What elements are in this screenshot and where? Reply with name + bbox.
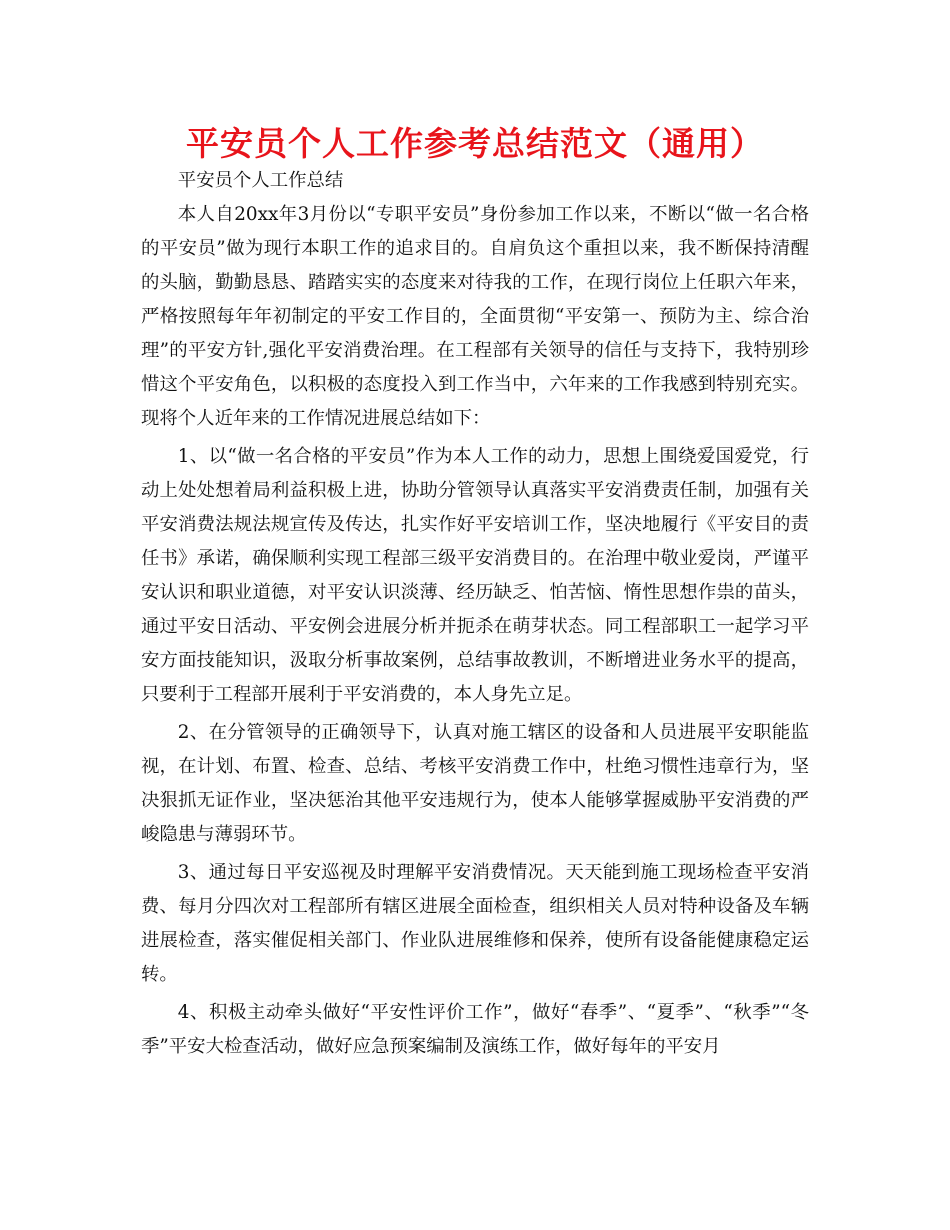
document-title: 平安员个人工作参考总结范文（通用） bbox=[186, 124, 764, 163]
document-body bbox=[141, 164, 809, 1068]
paragraph-intro: 本人自20xx年3月份以“专职平安员”身份参加工作以来，不断以“做一名合格的平安员”做为现行本职工作的追求目的。自肩负这个重担以来，我不断保持清醒的头脑，勤勤恳恳、踏踏实实的态度来对待我的工作，在现行岗位上任职六年来，严格按照每年年初制定的平安工作目的，全面贯彻“平安第一、预防为主、综合治理”的平安方针,强化平安消费治理。在工程部有关领导的信任与支持下，我特别珍惜这个平安角色，以积极的态度投入到工作当中，六年来的工作我感到特别充实。现将个人近年来的工作情况进展总结如下： bbox=[141, 204, 809, 429]
paragraph-item-3: 3、通过每日平安巡视及时理解平安消费情况。天天能到施工现场检查平安消费、每月分四次对工程部所有辖区进展全面检查，组织相关人员对特种设备及车辆进展检查，落实催促相关部门、作业队进展维修和保养，使所有设备能健康稳定运转。 bbox=[141, 862, 809, 985]
paragraph-item-2: 2、在分管领导的正确领导下，认真对施工辖区的设备和人员进展平安职能监视，在计划、布置、检查、总结、考核平安消费工作中，杜绝习惯性违章行为，坚决狠抓无证作业，坚决惩治其他平安违规行为，使本人能够掌握威胁平安消费的严峻隐患与薄弱环节。 bbox=[141, 722, 809, 845]
paragraph-item-1: 1、以“做一名合格的平安员”作为本人工作的动力，思想上围绕爱国爱党，行动上处处想着局利益积极上进，协助分管领导认真落实平安消费责任制，加强有关平安消费法规法规宣传及传达，扎实作好平安培训工作，坚决地履行《平安目的责任书》承诺，确保顺利实现工程部三级平安消费目的。在治理中敬业爱岗，严谨平安认识和职业道德，对平安认识淡薄、经历缺乏、怕苦恼、惰性思想作祟的苗头，通过平安日活动、平安例会进展分析并扼杀在萌芽状态。同工程部职工一起学习平安方面技能知识，汲取分析事故案例，总结事故教训，不断增进业务水平的提高，只要利于工程部开展利于平安消费的，本人身先立足。 bbox=[141, 446, 809, 705]
document-subtitle: 平安员个人工作总结 bbox=[177, 170, 344, 191]
paragraph-item-4: 4、积极主动牵头做好“平安性评价工作”，做好“春季”、“夏季”、“秋季”“冬季”平安大检查活动，做好应急预案编制及演练工作，做好每年的平安月 bbox=[141, 1002, 809, 1057]
